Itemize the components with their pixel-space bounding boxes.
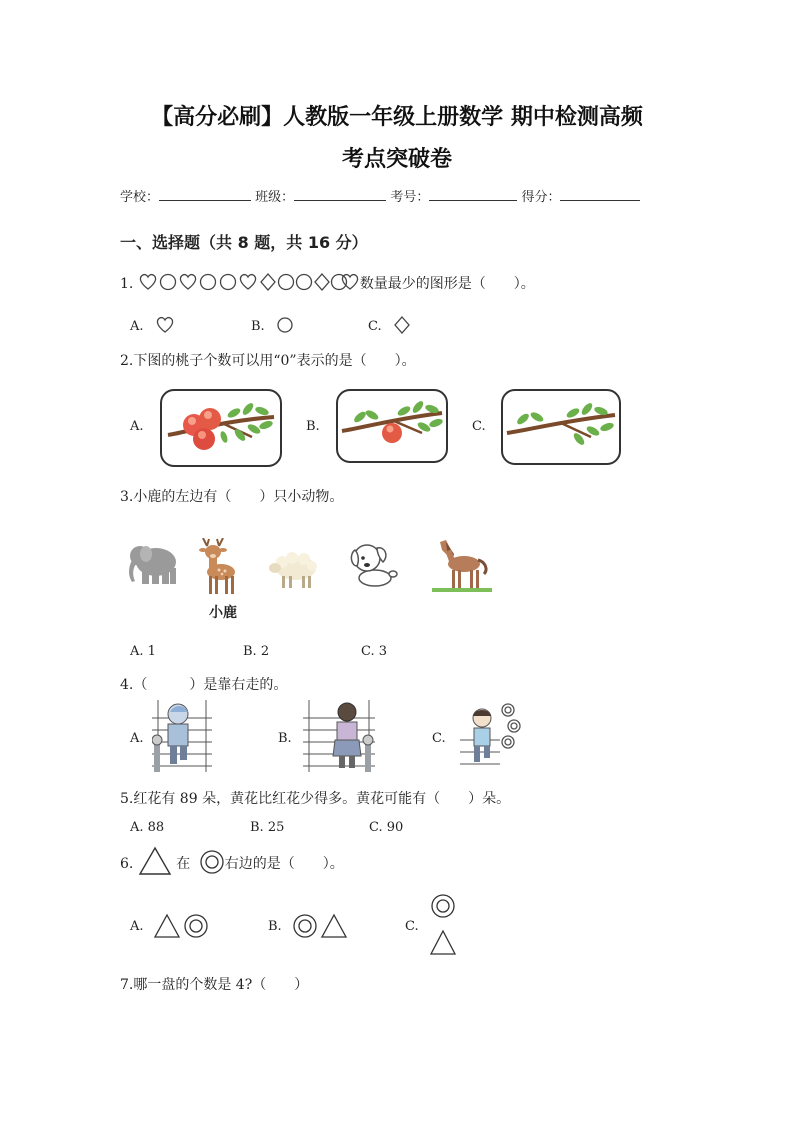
q1-shape-sequence: [138, 272, 360, 292]
question-2: 2.下图的桃子个数可以用“0”表示的是（ ）。: [120, 353, 416, 369]
q2-option-b-label[interactable]: B.: [306, 419, 320, 434]
school-label: 学校：: [120, 190, 160, 205]
double-circle-icon: [185, 915, 207, 937]
deer-label: 小鹿: [209, 605, 237, 621]
circle-icon: [220, 275, 235, 290]
q6-option-c-label[interactable]: C.: [405, 919, 419, 934]
triangle-icon: [431, 931, 455, 954]
page-title-line1: 【高分必刷】人教版一年级上册数学 期中检测高频: [151, 105, 643, 130]
question-7: 7.哪一盘的个数是 4?（ ）: [120, 977, 309, 993]
score-blank[interactable]: [560, 188, 640, 201]
q2-option-a-image[interactable]: [160, 389, 282, 467]
triangle-icon: [138, 846, 172, 876]
peach-icon: [382, 423, 402, 443]
school-blank[interactable]: [159, 188, 251, 201]
heart-icon: [140, 275, 155, 289]
q3-option-c[interactable]: C. 3: [361, 644, 388, 659]
double-circle-icon: [199, 849, 225, 875]
q4-option-b-image[interactable]: [303, 700, 375, 772]
question-6: [120, 846, 344, 880]
q2-option-c-image[interactable]: [501, 389, 621, 465]
question-5: 5.红花有 89 朵，黄花比红花少得多。黄花可能有（ ）朵。: [120, 791, 511, 807]
peach-branch-1-peach: [338, 391, 446, 461]
sheep-icon: [266, 548, 320, 592]
triangle-icon: [322, 915, 346, 937]
q1-option-b[interactable]: B.: [251, 315, 295, 335]
q1-text: 数量最少的图形是（ ）。: [359, 276, 535, 292]
peach-icon: [199, 408, 221, 430]
student-info-line: [120, 186, 640, 205]
exam-no-label: 考号：: [390, 190, 430, 205]
diamond-icon: [315, 274, 329, 290]
q4-option-c-label[interactable]: C.: [432, 731, 446, 746]
question-4: 4.（ ）是靠右走的。: [120, 677, 288, 693]
q1-option-a[interactable]: A.: [130, 315, 176, 335]
diamond-icon: [261, 274, 275, 290]
circle-icon: [275, 315, 295, 335]
page-title-line2: 考点突破卷: [341, 147, 452, 172]
circle-icon: [160, 275, 175, 290]
elephant-icon: [126, 538, 180, 588]
score-label: 得分：: [521, 190, 561, 205]
peach-branch-0-peaches: [503, 391, 619, 463]
q6-text: 右边的是（ ）。: [224, 856, 344, 872]
q4-option-b-label[interactable]: B.: [278, 731, 292, 746]
question-1: [120, 272, 535, 293]
q6-option-c-image[interactable]: [428, 893, 458, 957]
circle-icon: [278, 275, 293, 290]
peach-icon: [193, 428, 215, 450]
q6-number: 6.: [120, 856, 134, 872]
horse-icon: [432, 538, 492, 592]
class-blank[interactable]: [294, 188, 386, 201]
q5-option-a[interactable]: A. 88: [130, 820, 165, 835]
double-circle-icon: [294, 915, 316, 937]
q4-option-c-image[interactable]: [460, 700, 524, 770]
q1-option-c[interactable]: C.: [368, 315, 412, 335]
exam-no-blank[interactable]: [429, 188, 517, 201]
triangle-icon: [155, 915, 179, 937]
diamond-icon: [392, 315, 412, 335]
q6-option-a-label[interactable]: A.: [130, 919, 144, 934]
q5-option-b[interactable]: B. 25: [250, 820, 285, 835]
q6-mid-text: 在: [176, 856, 191, 872]
q6-option-a-image[interactable]: [153, 912, 209, 940]
q3-option-b[interactable]: B. 2: [243, 644, 270, 659]
q3-option-a[interactable]: A. 1: [130, 644, 156, 659]
q2-option-a-label[interactable]: A.: [130, 419, 144, 434]
q1-number: 1.: [120, 276, 134, 292]
deer-icon: [195, 538, 241, 598]
peach-branch-3-peaches: [162, 391, 280, 465]
q4-option-a-label[interactable]: A.: [130, 731, 144, 746]
heart-icon: [180, 275, 195, 289]
section-header: 一、选择题（共 8 题，共 16 分）: [120, 233, 368, 252]
puppy-icon: [347, 540, 399, 590]
q4-option-a-image[interactable]: [152, 700, 212, 772]
question-3: 3.小鹿的左边有（ ）只小动物。: [120, 489, 344, 505]
heart-icon: [154, 315, 176, 335]
double-circle-icon: [432, 895, 454, 917]
q6-option-b-label[interactable]: B.: [268, 919, 282, 934]
q2-option-c-label[interactable]: C.: [472, 419, 486, 434]
class-label: 班级：: [255, 190, 295, 205]
q2-option-b-image[interactable]: [336, 389, 448, 463]
circle-icon: [331, 275, 346, 290]
q6-option-b-image[interactable]: [291, 912, 349, 940]
circle-icon: [200, 275, 215, 290]
circle-icon: [296, 275, 311, 290]
q5-option-c[interactable]: C. 90: [369, 820, 404, 835]
heart-icon: [240, 275, 255, 289]
